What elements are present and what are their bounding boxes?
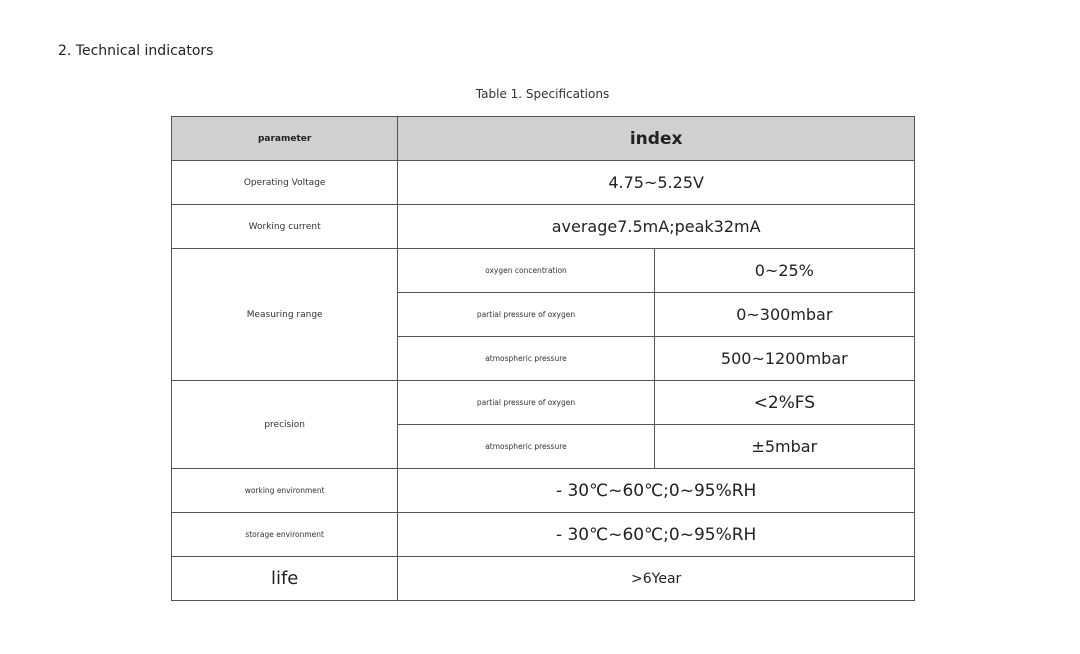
sub-label-oxygen-concentration: oxygen concentration [398, 249, 654, 293]
table-row [172, 249, 915, 293]
row-label-life: life [172, 557, 398, 601]
table-row [172, 381, 915, 425]
row-label-working-current: Working current [172, 205, 398, 249]
table-caption: Table 1. Specifications [475, 87, 610, 101]
sub-value-atmospheric-pressure-range: 500~1200mbar [654, 337, 914, 381]
header-parameter: parameter [172, 117, 398, 161]
row-value-storage-environment: - 30℃~60℃;0~95%RH [398, 513, 915, 557]
table-row [172, 469, 915, 513]
sub-value-atmospheric-pressure-precision: ±5mbar [654, 425, 914, 469]
sub-label-atmospheric-pressure-precision: atmospheric pressure [398, 425, 654, 469]
table-row [172, 205, 915, 249]
sub-label-atmospheric-pressure-range: atmospheric pressure [398, 337, 654, 381]
sub-label-partial-pressure-range: partial pressure of oxygen [398, 293, 654, 337]
row-value-life: >6Year [398, 557, 915, 601]
sub-value-partial-pressure-range: 0~300mbar [654, 293, 914, 337]
row-label-storage-environment: storage environment [172, 513, 398, 557]
header-index: index [398, 117, 915, 161]
section-heading: 2. Technical indicators [58, 43, 214, 59]
row-label-working-environment: working environment [172, 469, 398, 513]
sub-value-oxygen-concentration: 0~25% [654, 249, 914, 293]
sub-label-partial-pressure-precision: partial pressure of oxygen [398, 381, 654, 425]
table-row [172, 513, 915, 557]
sub-value-partial-pressure-precision: <2%FS [654, 381, 914, 425]
row-label-measuring-range: Measuring range [172, 249, 398, 381]
row-label-precision: precision [172, 381, 398, 469]
specifications-table [171, 116, 915, 601]
table-row [172, 161, 915, 205]
row-label-operating-voltage: Operating Voltage [172, 161, 398, 205]
row-value-working-environment: - 30℃~60℃;0~95%RH [398, 469, 915, 513]
table-header-row [172, 117, 915, 161]
table-row [172, 557, 915, 601]
row-value-working-current: average7.5mA;peak32mA [398, 205, 915, 249]
row-value-operating-voltage: 4.75~5.25V [398, 161, 915, 205]
